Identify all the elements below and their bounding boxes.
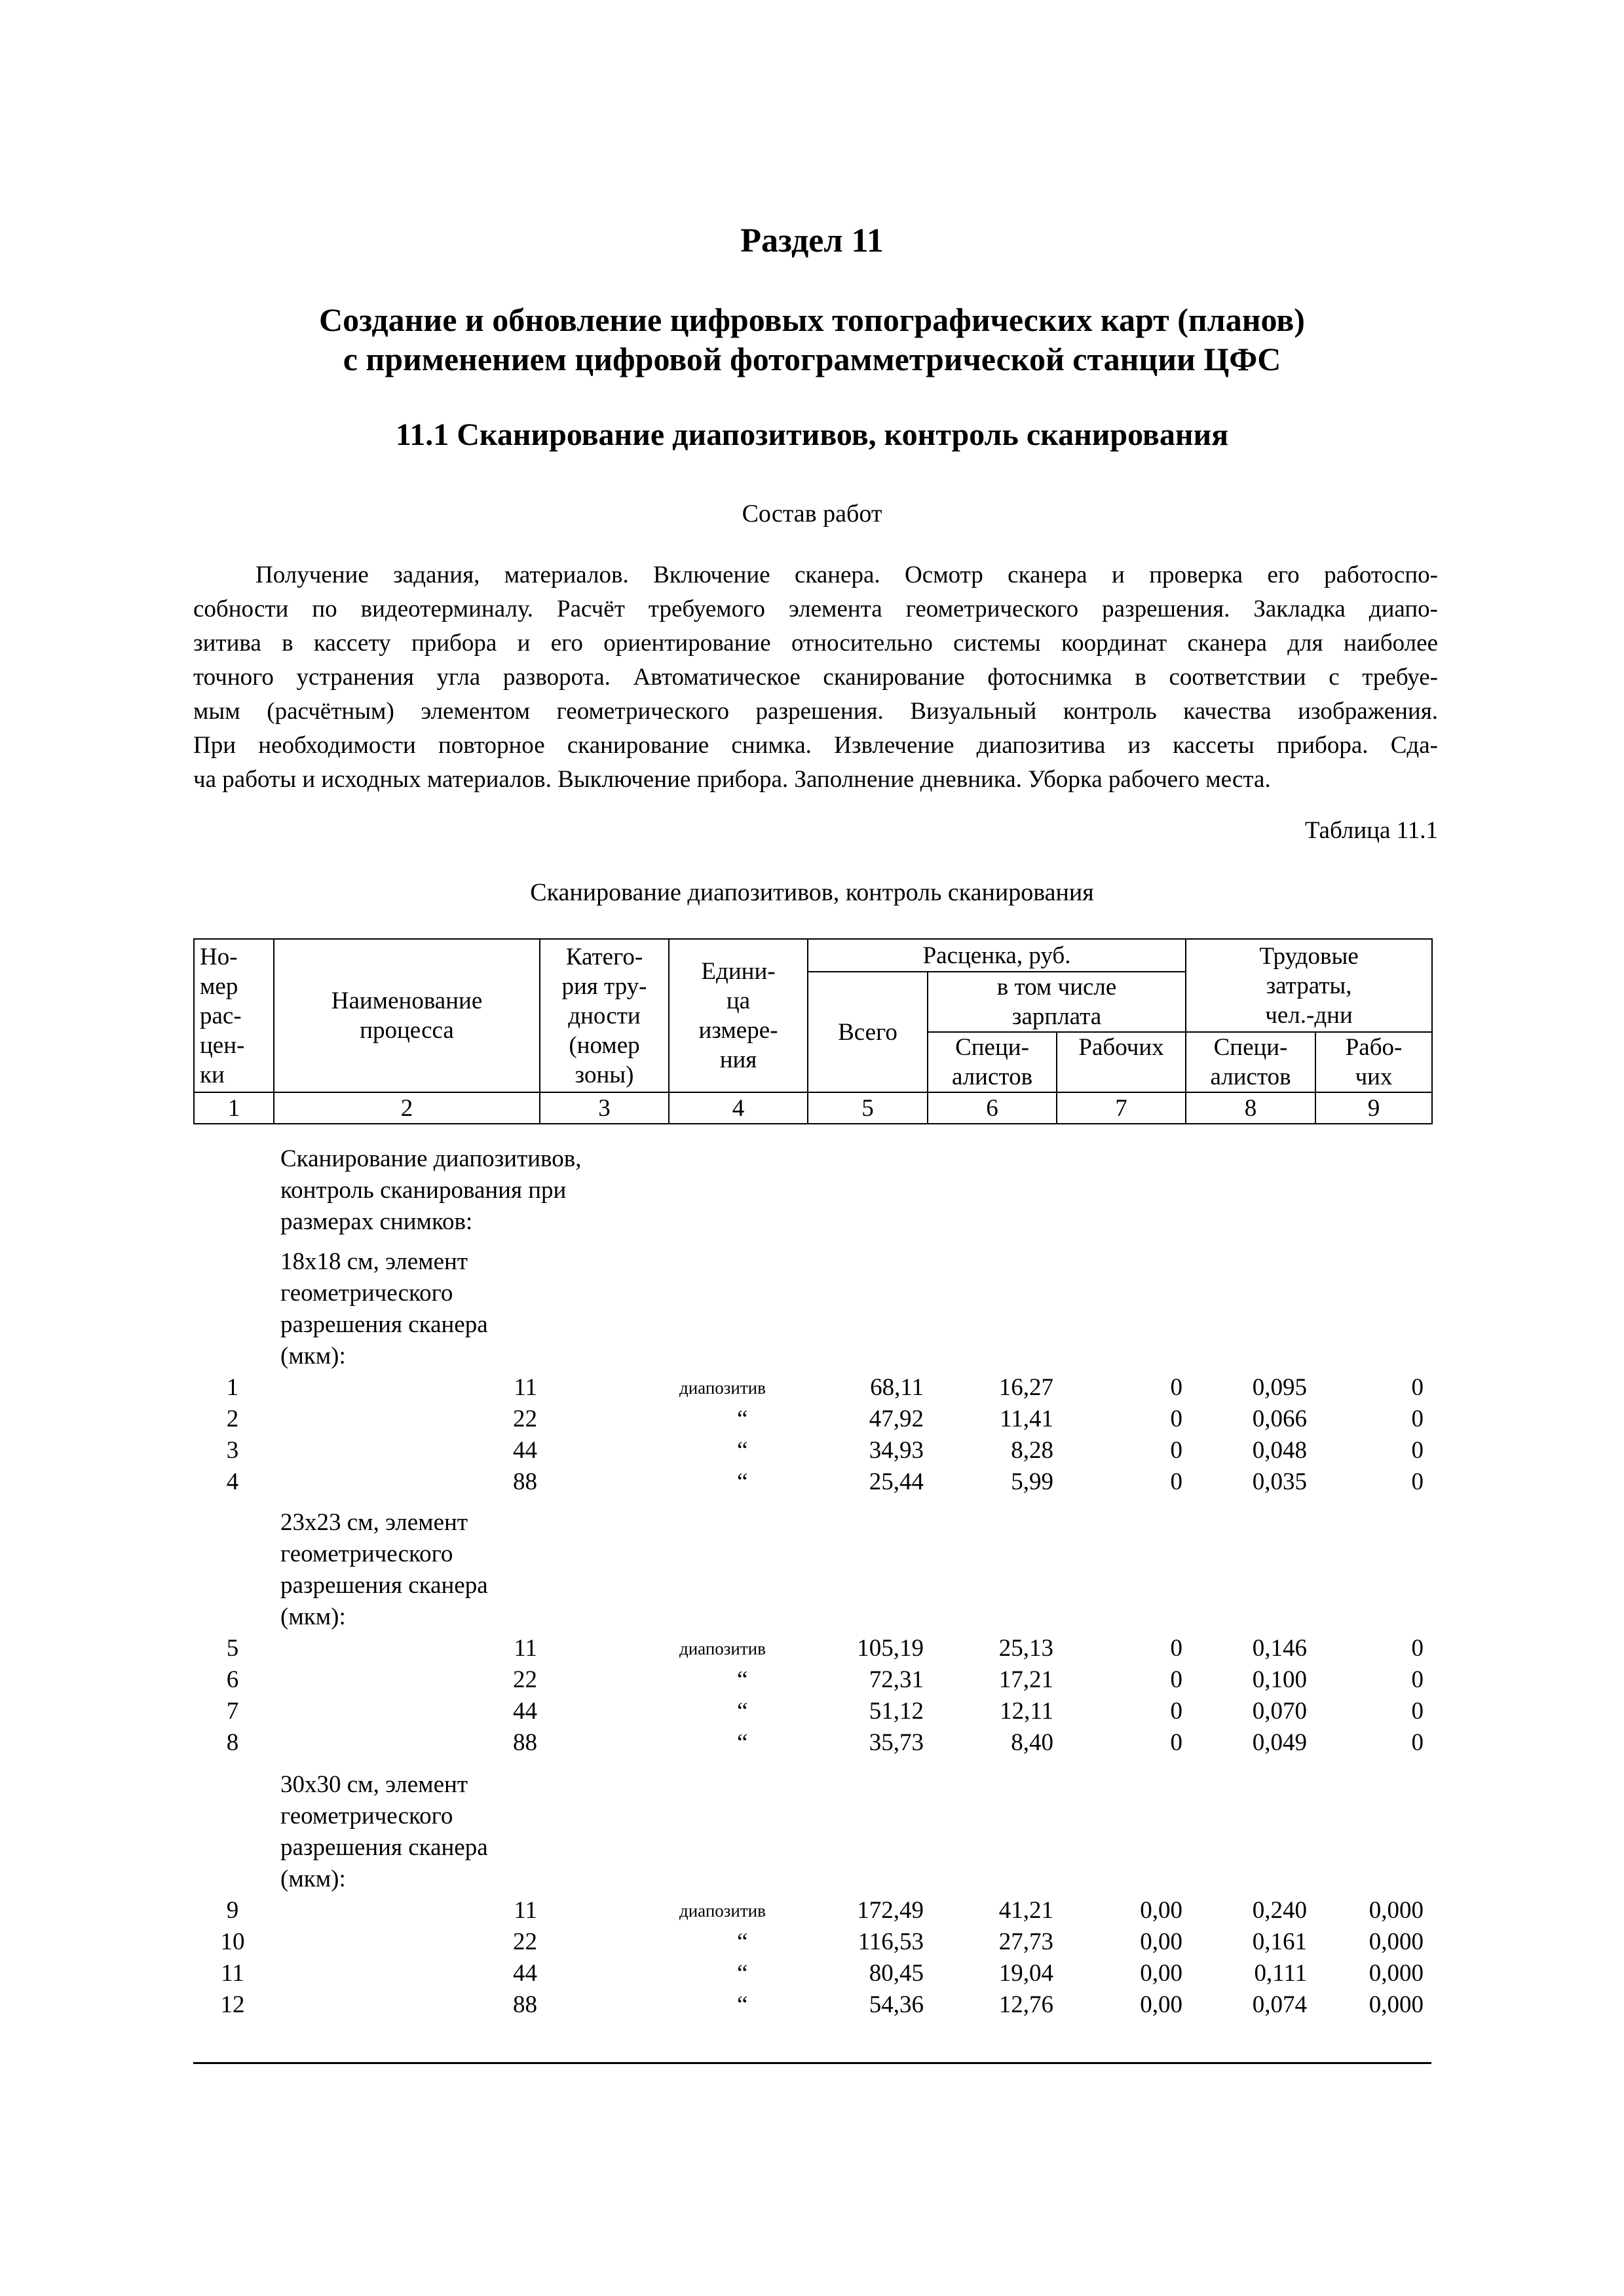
row-unit: “ — [737, 1666, 748, 1693]
row-number: 10 — [220, 1928, 245, 1955]
row-salary-workers: 0 — [1170, 1374, 1182, 1401]
row-salary-specialists: 12,11 — [1000, 1698, 1053, 1725]
col-number: 1 — [194, 1092, 274, 1124]
table-bottom-rule — [193, 2062, 1431, 2064]
row-labor-workers: 0 — [1411, 1635, 1424, 1662]
header-unit: Едини- ца измере- ния — [669, 939, 808, 1092]
row-number: 1 — [226, 1374, 239, 1401]
row-salary-specialists: 12,76 — [998, 1991, 1053, 2018]
row-labor-workers: 0 — [1411, 1374, 1424, 1401]
row-unit: “ — [737, 1406, 748, 1432]
table-label: Таблица 11.1 — [1304, 817, 1438, 844]
row-total: 105,19 — [857, 1635, 924, 1662]
table-row — [193, 1989, 1431, 2021]
row-salary-workers: 0 — [1170, 1437, 1182, 1464]
group-label-line: геометрического — [280, 1803, 453, 1829]
title-line-2: с применением цифровой фотограмметрической станции ЦФС — [343, 341, 1281, 377]
row-labor-workers: 0,000 — [1369, 1991, 1424, 2018]
body-line: Получение задания, материалов. Включение сканера. Осмотр сканера и проверка его работоспо- — [255, 562, 1438, 588]
row-category: 22 — [513, 1928, 537, 1955]
body-line: При необходимости повторное сканирование снимка. Извлечение диапозитива из кассеты прибора. Сда- — [193, 732, 1438, 759]
composition-title: Состав работ — [742, 500, 882, 527]
row-total: 116,53 — [858, 1928, 924, 1955]
table-row — [193, 1727, 1431, 1759]
row-unit: “ — [737, 1991, 748, 2018]
table-row — [193, 1926, 1431, 1958]
row-unit: “ — [737, 1960, 748, 1987]
row-salary-workers: 0 — [1170, 1698, 1182, 1725]
header-workers: Рабочих — [1057, 1032, 1186, 1092]
header-rate: Расценка, руб. — [808, 939, 1186, 972]
row-labor-specialists: 0,146 — [1252, 1635, 1307, 1662]
row-salary-specialists: 8,28 — [1011, 1437, 1053, 1464]
row-labor-workers: 0 — [1411, 1406, 1424, 1432]
row-salary-workers: 0,00 — [1140, 1960, 1182, 1987]
row-unit: “ — [737, 1468, 748, 1495]
col-number: 6 — [928, 1092, 1057, 1124]
header-process-name: Наименование процесса — [274, 939, 540, 1092]
header-workers-labor: Рабо- чих — [1315, 1032, 1432, 1092]
row-salary-specialists: 27,73 — [998, 1928, 1053, 1955]
row-total: 34,93 — [869, 1437, 924, 1464]
row-salary-specialists: 5,99 — [1011, 1468, 1053, 1495]
row-labor-specialists: 0,035 — [1252, 1468, 1307, 1495]
work-description — [193, 558, 1438, 797]
row-labor-workers: 0 — [1411, 1729, 1424, 1756]
header-number: Но- мер рас- цен- ки — [194, 939, 274, 1092]
group-label-line: (мкм): — [280, 1603, 346, 1630]
row-total: 72,31 — [869, 1666, 924, 1693]
row-total: 35,73 — [869, 1729, 924, 1756]
row-salary-specialists: 16,27 — [998, 1374, 1053, 1401]
col-number: 7 — [1057, 1092, 1186, 1124]
row-labor-specialists: 0,240 — [1252, 1897, 1307, 1924]
group-label-line: геометрического — [280, 1540, 453, 1567]
row-salary-specialists: 41,21 — [998, 1897, 1053, 1924]
row-category: 88 — [513, 1991, 537, 2018]
row-labor-specialists: 0,049 — [1252, 1729, 1307, 1756]
row-category: 22 — [513, 1406, 537, 1432]
row-total: 51,12 — [869, 1698, 924, 1725]
row-unit: диапозитив — [679, 1639, 766, 1658]
row-labor-specialists: 0,100 — [1252, 1666, 1307, 1693]
row-total: 68,11 — [870, 1374, 924, 1401]
row-salary-workers: 0 — [1170, 1468, 1182, 1495]
row-labor-specialists: 0,111 — [1254, 1960, 1307, 1987]
row-number: 6 — [226, 1666, 239, 1693]
row-total: 25,44 — [869, 1468, 924, 1495]
group-label-line: разрешения сканера — [280, 1834, 488, 1861]
row-labor-workers: 0 — [1411, 1468, 1424, 1495]
table-row — [193, 1696, 1431, 1727]
table-row — [193, 1372, 1431, 1404]
row-labor-workers: 0,000 — [1369, 1928, 1424, 1955]
table-row — [193, 1895, 1431, 1926]
table-row — [193, 1404, 1431, 1435]
row-total: 54,36 — [869, 1991, 924, 2018]
row-number: 8 — [226, 1729, 239, 1756]
row-unit: “ — [737, 1729, 748, 1756]
body-line: мым (расчётным) элементом геометрического разрешения. Визуальный контроль качества изображения. — [193, 698, 1438, 725]
col-number: 2 — [274, 1092, 540, 1124]
row-unit: “ — [737, 1698, 748, 1725]
row-salary-workers: 0,00 — [1140, 1991, 1182, 2018]
table-row — [193, 1633, 1431, 1664]
group-label-line: 30х30 см, элемент — [280, 1771, 468, 1798]
row-category: 11 — [514, 1897, 537, 1924]
row-labor-workers: 0 — [1411, 1437, 1424, 1464]
row-labor-specialists: 0,048 — [1252, 1437, 1307, 1464]
row-labor-workers: 0 — [1411, 1698, 1424, 1725]
group-label-line: Сканирование диапозитивов, — [280, 1145, 582, 1172]
row-labor-workers: 0,000 — [1369, 1960, 1424, 1987]
header-specialists-labor: Специ- алистов — [1186, 1032, 1315, 1092]
row-labor-specialists: 0,066 — [1252, 1406, 1307, 1432]
row-labor-workers: 0 — [1411, 1666, 1424, 1693]
group-label-line: (мкм): — [280, 1866, 346, 1892]
row-salary-specialists: 25,13 — [998, 1635, 1053, 1662]
row-category: 22 — [513, 1666, 537, 1693]
row-salary-specialists: 8,40 — [1011, 1729, 1053, 1756]
body-line: зитива в кассету прибора и его ориентирование относительно системы координат сканера для наиболее — [193, 630, 1438, 657]
row-labor-specialists: 0,095 — [1252, 1374, 1307, 1401]
row-category: 44 — [513, 1437, 537, 1464]
row-number: 11 — [221, 1960, 244, 1987]
header-including-salary: в том числе зарплата — [928, 972, 1186, 1032]
row-number: 5 — [226, 1635, 239, 1662]
col-number: 5 — [808, 1092, 928, 1124]
group-label-line: 23х23 см, элемент — [280, 1509, 468, 1536]
row-labor-specialists: 0,161 — [1252, 1928, 1307, 1955]
row-salary-workers: 0,00 — [1140, 1928, 1182, 1955]
row-total: 172,49 — [857, 1897, 924, 1924]
row-salary-specialists: 17,21 — [998, 1666, 1053, 1693]
row-number: 7 — [226, 1698, 239, 1725]
row-salary-workers: 0 — [1170, 1406, 1182, 1432]
row-category: 44 — [513, 1960, 537, 1987]
table-header — [193, 938, 1433, 1124]
row-category: 44 — [513, 1698, 537, 1725]
row-number: 2 — [226, 1406, 239, 1432]
title-line-1: Создание и обновление цифровых топографических карт (планов) — [319, 301, 1305, 338]
row-total: 47,92 — [869, 1406, 924, 1432]
subsection-heading: 11.1 Сканирование диапозитивов, контроль сканирования — [395, 417, 1229, 452]
row-category: 88 — [513, 1468, 537, 1495]
row-number: 9 — [226, 1897, 239, 1924]
header-specialists: Специ- алистов — [928, 1032, 1057, 1092]
row-salary-specialists: 19,04 — [998, 1960, 1053, 1987]
row-number: 3 — [226, 1437, 239, 1464]
section-title — [0, 300, 1624, 379]
group-label — [280, 1769, 488, 1895]
row-unit: диапозитив — [679, 1378, 766, 1398]
group-label-line: разрешения сканера — [280, 1311, 488, 1338]
row-category: 11 — [514, 1374, 537, 1401]
header-labor: Трудовые затраты, чел.-дни — [1186, 939, 1432, 1032]
table-row — [193, 1958, 1431, 1989]
header-total: Всего — [808, 972, 928, 1092]
intro-group-label — [280, 1143, 581, 1238]
row-unit: “ — [737, 1928, 748, 1955]
row-number: 4 — [226, 1468, 239, 1495]
body-line: собности по видеотерминалу. Расчёт требуемого элемента геометрического разрешения. Закладка диапо- — [193, 596, 1438, 622]
group-label-line: контроль сканирования при — [280, 1177, 567, 1204]
body-line: точного устранения угла разворота. Автоматическое сканирование фотоснимка в соответствии с требуе- — [193, 664, 1438, 691]
group-label-line: размерах снимков: — [280, 1208, 473, 1235]
group-label-line: (мкм): — [280, 1343, 346, 1369]
row-salary-workers: 0 — [1170, 1729, 1182, 1756]
row-unit: “ — [737, 1437, 748, 1464]
group-label-line: 18х18 см, элемент — [280, 1248, 468, 1275]
row-salary-workers: 0 — [1170, 1635, 1182, 1662]
col-number: 8 — [1186, 1092, 1315, 1124]
row-salary-specialists: 11,41 — [1000, 1406, 1053, 1432]
row-labor-workers: 0,000 — [1369, 1897, 1424, 1924]
header-category: Катего- рия тру- дности (номер зоны) — [540, 939, 669, 1092]
row-category: 11 — [514, 1635, 537, 1662]
group-label — [280, 1507, 488, 1633]
group-label-line: геометрического — [280, 1280, 453, 1307]
table-row — [193, 1664, 1431, 1696]
row-labor-specialists: 0,074 — [1252, 1991, 1307, 2018]
col-number: 4 — [669, 1092, 808, 1124]
table-row — [193, 1466, 1431, 1498]
row-salary-workers: 0,00 — [1140, 1897, 1182, 1924]
row-unit: диапозитив — [679, 1901, 766, 1921]
row-number: 12 — [220, 1991, 245, 2018]
col-number: 3 — [540, 1092, 669, 1124]
row-total: 80,45 — [869, 1960, 924, 1987]
section-heading: Раздел 11 — [740, 222, 884, 259]
group-label — [280, 1246, 488, 1372]
body-line: ча работы и исходных материалов. Выключение прибора. Заполнение дневника. Уборка рабочего места. — [193, 766, 1271, 793]
row-labor-specialists: 0,070 — [1252, 1698, 1307, 1725]
table-caption: Сканирование диапозитивов, контроль сканирования — [530, 879, 1094, 906]
group-label-line: разрешения сканера — [280, 1572, 488, 1599]
table-row — [193, 1435, 1431, 1466]
col-number: 9 — [1315, 1092, 1432, 1124]
row-category: 88 — [513, 1729, 537, 1756]
row-salary-workers: 0 — [1170, 1666, 1182, 1693]
